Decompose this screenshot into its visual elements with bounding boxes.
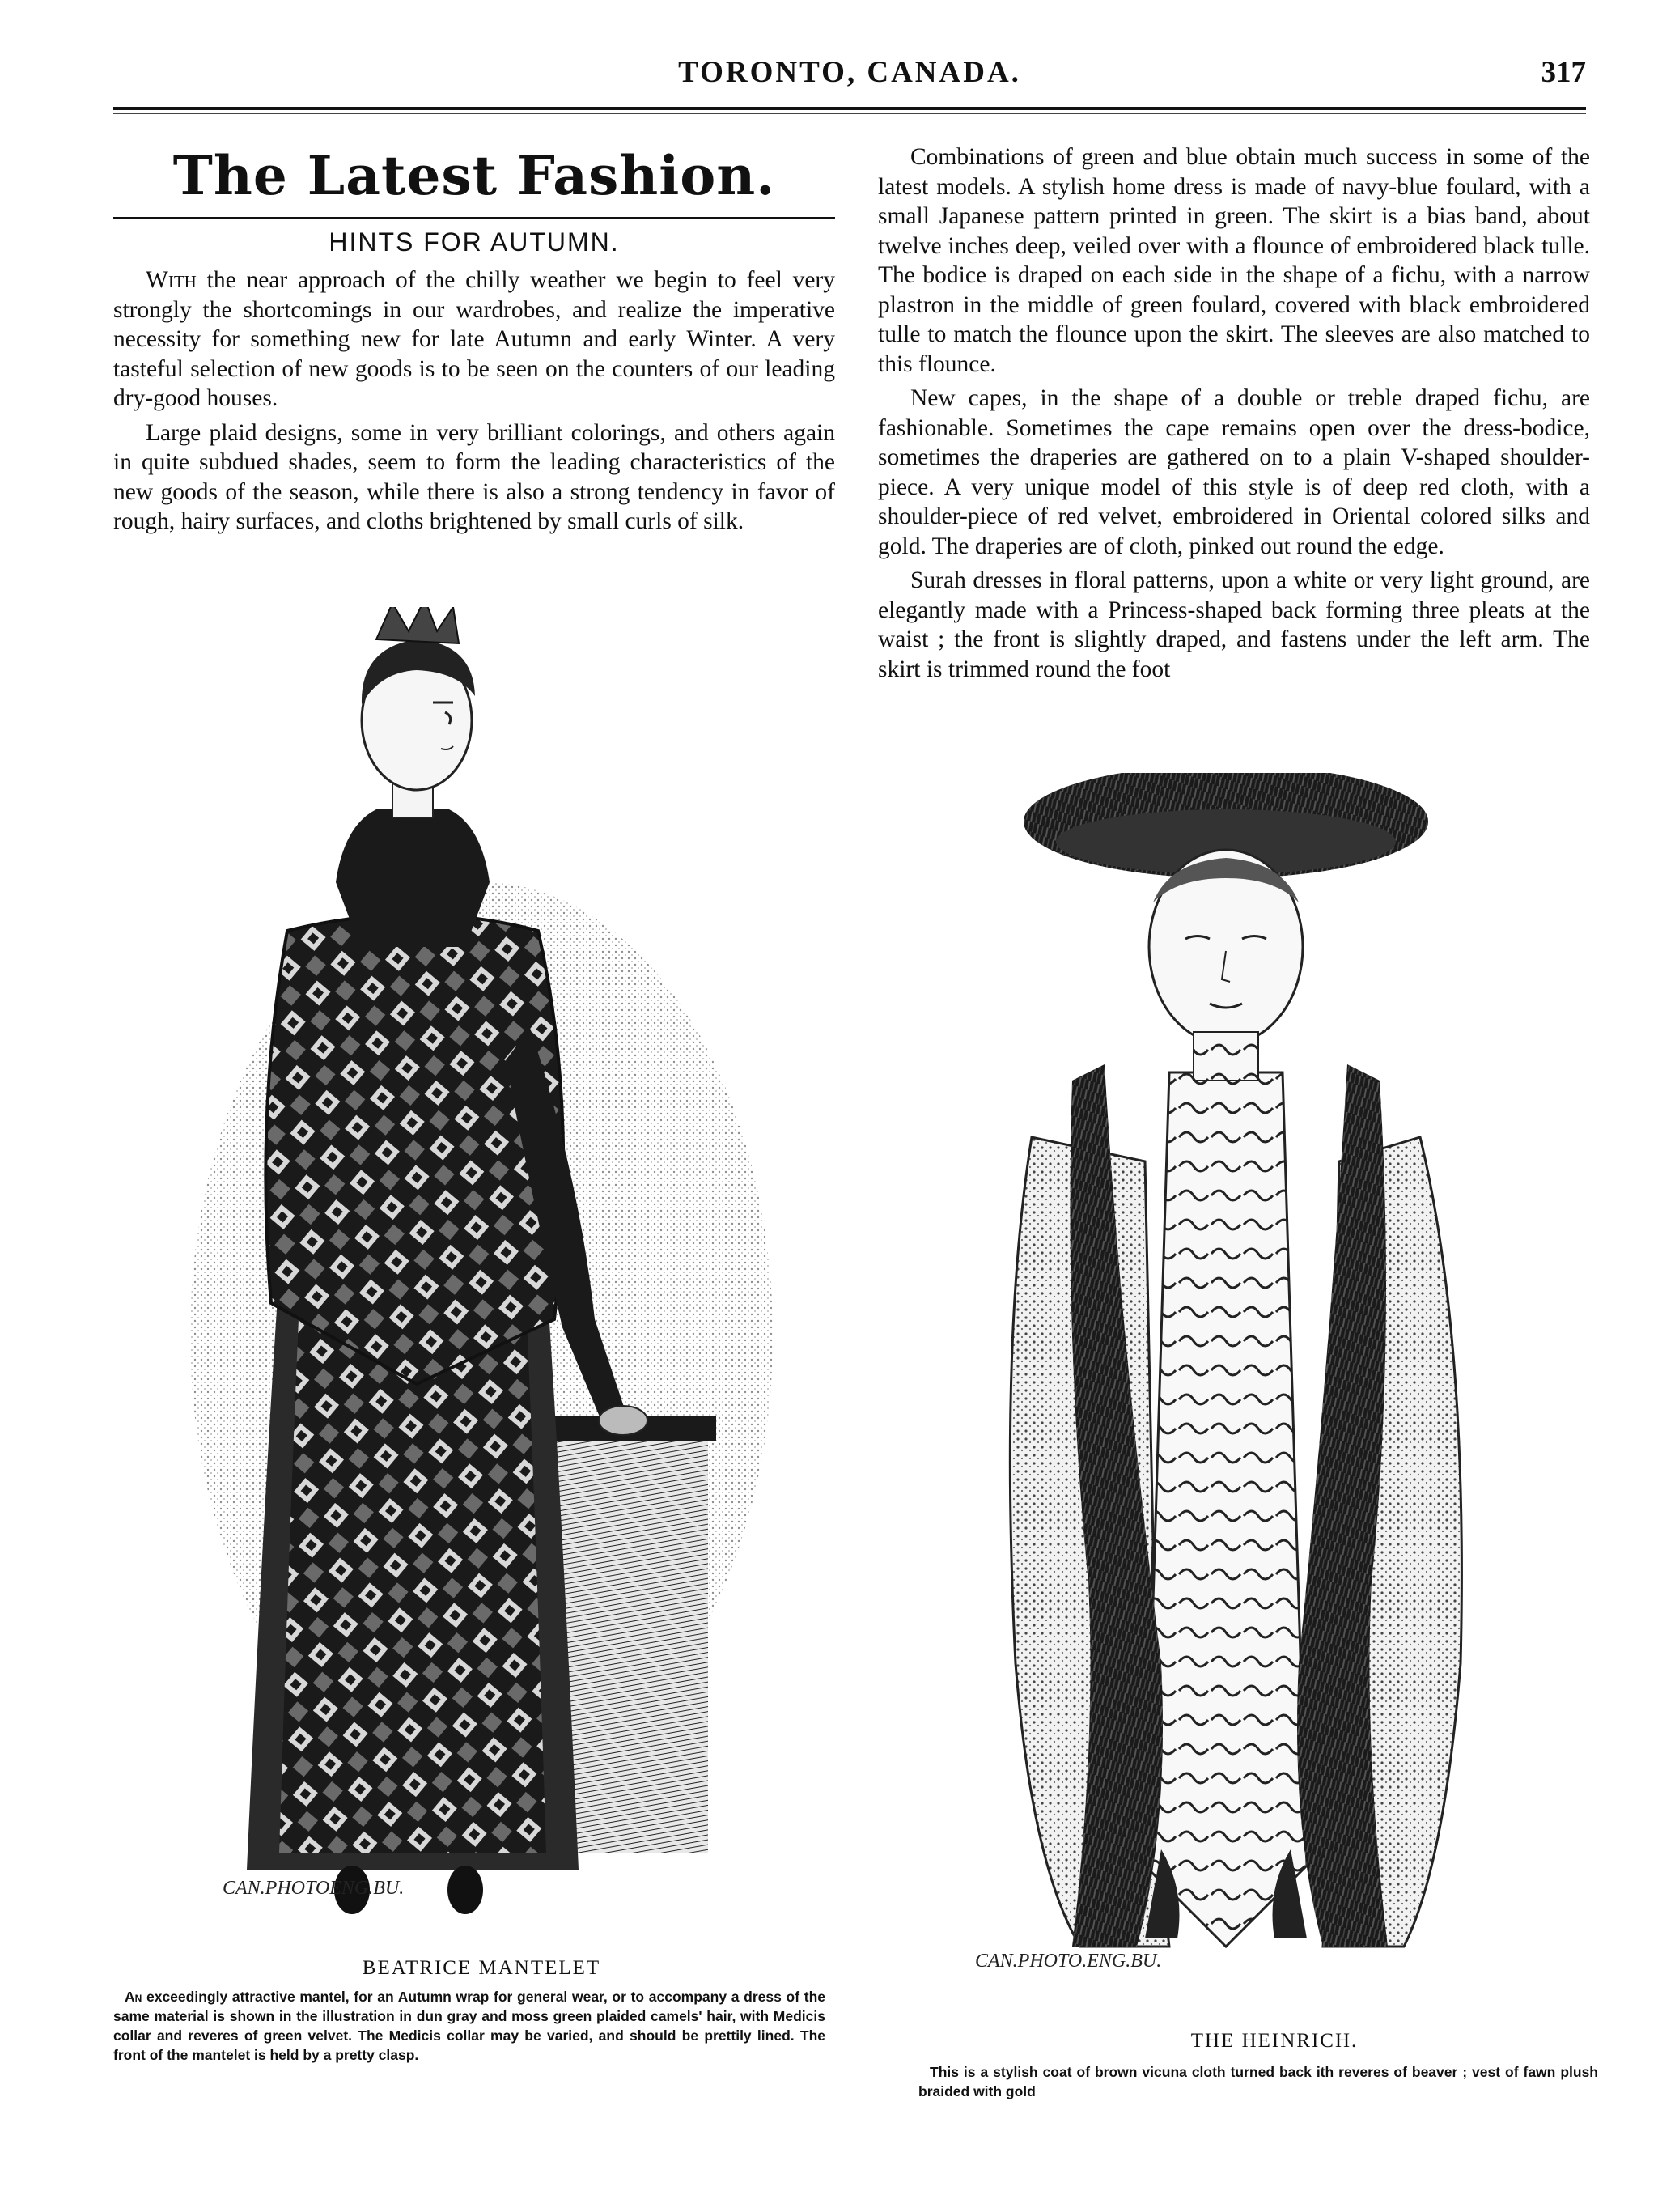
paragraph bbox=[113, 265, 835, 414]
engraver-signature: CAN.PHOTOENG.BU. bbox=[223, 1878, 405, 1899]
figure-caption-text bbox=[113, 1987, 825, 2065]
running-title: TORONTO, CANADA. bbox=[678, 56, 1021, 89]
paragraph-text: the near approach of the chilly weather we begin to feel very strongly the shortcomings in our wardrobes, and realize the imperative necessity for something new for late Autumn and early Winter. A very tasteful selection of new goods is to be seen on the counters of our leading dry-good houses. bbox=[113, 267, 835, 411]
article-title: The Latest Fashion. bbox=[172, 144, 776, 207]
running-header bbox=[113, 50, 1586, 102]
figure-caption-title: BEATRICE MANTELET bbox=[362, 1957, 601, 1979]
heinrich-coat-illustration bbox=[975, 773, 1598, 1987]
page-number: 317 bbox=[1541, 56, 1586, 89]
figure-caption-title: THE HEINRICH. bbox=[1190, 2030, 1359, 2052]
paragraph: New capes, in the shape of a double or treble draped fichu, are fashionable. Sometimes the cape remains open over the dress-bodice, sometimes the draperies are gathered on to a plain V-shaped shoulder-piece. A very unique model of this style is of deep red cloth, with a shoulder-piece of red velvet, embroidered in Oriental colored silks and gold. The draperies are of cloth, pinked out round the edge. bbox=[878, 385, 1590, 559]
paragraph-lead: With bbox=[146, 267, 197, 293]
caption-text: exceedingly attractive mantel, for an Autumn wrap for general wear, or to accompany a dress of the same material is shown in the illustration in dun gray and moss green plaided camels' hair, with Medicis collar and reveres of green velvet. The Medicis collar may be varied, and should be prettily lined. The front of the mantelet is held by a pretty clasp. bbox=[113, 1989, 825, 2063]
paragraph-text: Large plaid designs, some in very brilliant colorings, and others again in quite subdued shades, seem to form the leading characteristics of the new goods of the season, while there is also a strong tendency in favor of rough, hairy surfaces, and cloths brightened by small curls of silk. bbox=[113, 419, 835, 534]
beatrice-mantelet-illustration bbox=[174, 607, 789, 1947]
engraving-woman-in-fur-trimmed-coat bbox=[983, 773, 1598, 1987]
figure-caption-text: This is a stylish coat of brown vicuna cloth turned back ith reveres of beaver ; vest of fawn plush braided with gold bbox=[918, 2064, 1598, 2099]
article-subtitle: HINTS FOR AUTUMN. bbox=[329, 227, 620, 257]
right-body-text bbox=[878, 142, 1590, 684]
left-column bbox=[113, 129, 835, 541]
header-rule-thin bbox=[113, 113, 1586, 114]
right-column bbox=[878, 142, 1590, 689]
header-rule-thick bbox=[113, 107, 1586, 110]
title-rule bbox=[113, 217, 835, 219]
caption-lead: An bbox=[125, 1989, 142, 2005]
paragraph: Combinations of green and blue obtain much success in some of the latest models. A stylish home dress is made of navy-blue foulard, with a small Japanese pattern printed in green. The skirt is a bias band, about twelve inches deep, veiled over with a flounce of embroidered black tulle. The bodice is draped on each side in the shape of a fichu, with a narrow plastron in the middle of green foulard, covered with black embroidered tulle to match the flounce upon the skirt. The sleeves are also matched to this flounce. bbox=[878, 144, 1590, 377]
left-body-text bbox=[113, 265, 835, 537]
paragraph bbox=[113, 418, 835, 537]
paragraph: Surah dresses in floral patterns, upon a white or very light ground, are elegantly made with a Princess-shaped back forming three pleats at the waist ; the front is slightly draped, and fastens under the left arm. The skirt is trimmed round the foot bbox=[878, 567, 1590, 682]
engraver-signature: CAN.PHOTO.ENG.BU. bbox=[975, 1951, 1162, 1972]
engraving-woman-in-plaid-mantelet bbox=[174, 607, 789, 1947]
